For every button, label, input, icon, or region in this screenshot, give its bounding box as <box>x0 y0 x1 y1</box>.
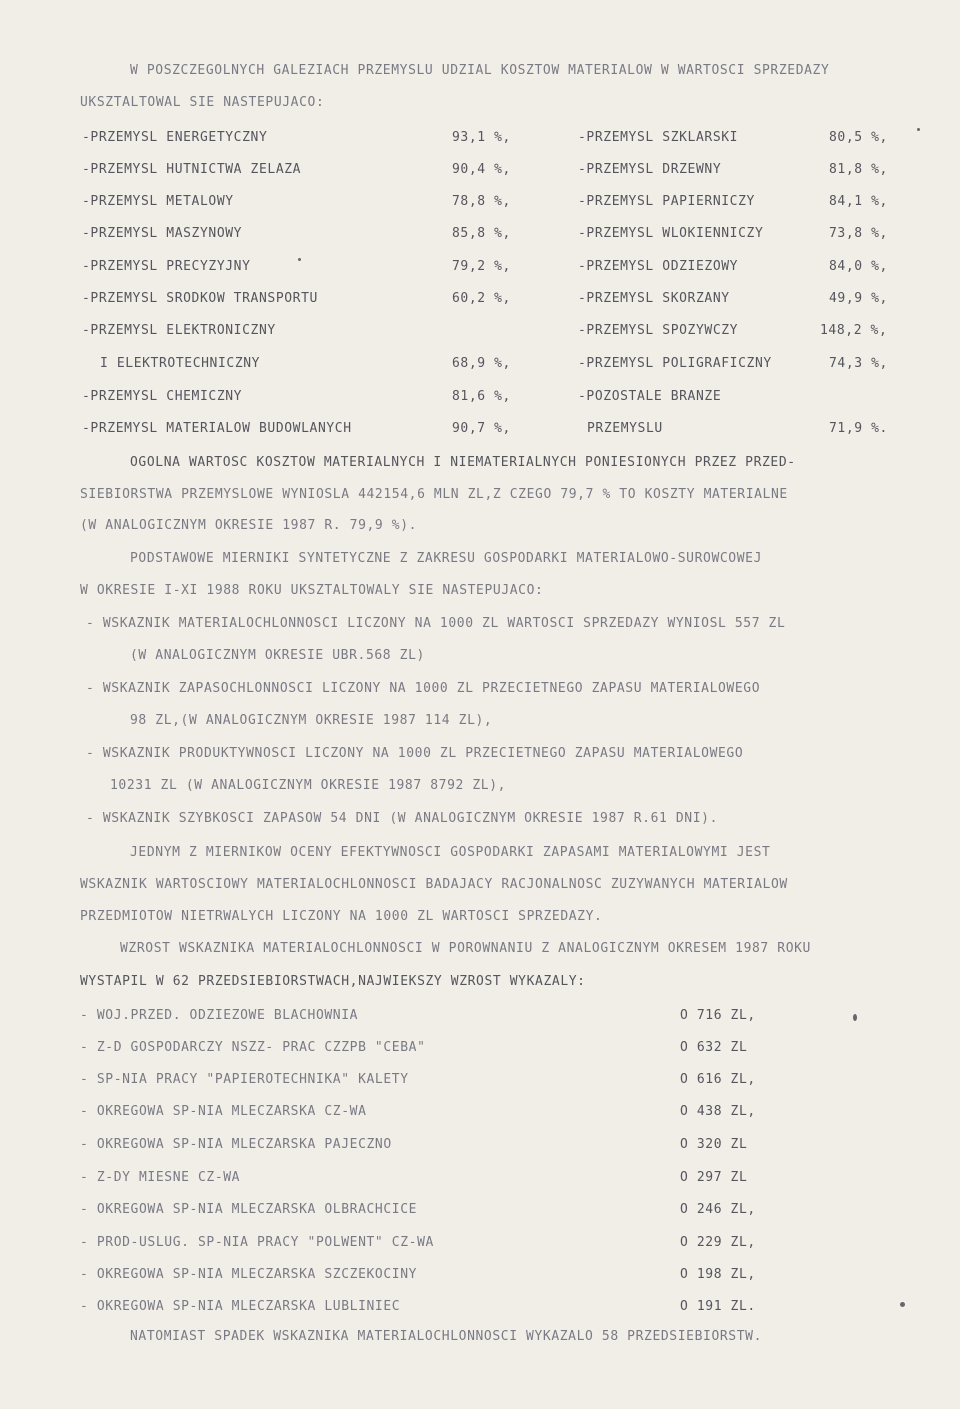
indicator-bullet: - WSKAZNIK MATERIALOCHLONNOSCI LICZONY NA 1000 ZL WARTOSCI SPRZEDAZY WYNIOSL 557 ZL <box>86 616 786 631</box>
industry-value: 78,8 %, <box>452 194 511 209</box>
industry-name: -PRZEMYSL ELEKTRONICZNY <box>82 323 276 338</box>
enterprise-name: - PROD-USLUG. SP-NIA PRACY "POLWENT" CZ-WA <box>80 1235 434 1250</box>
closing-line: NATOMIAST SPADEK WSKAZNIKA MATERIALOCHLONNOSCI WYKAZALO 58 PRZEDSIEBIORSTW. <box>130 1329 762 1344</box>
enterprise-value: O 716 ZL, <box>680 1008 756 1023</box>
enterprise-name: - Z-DY MIESNE CZ-WA <box>80 1170 241 1185</box>
industry-value: 60,2 %, <box>452 291 511 306</box>
enterprise-value: O 320 ZL <box>680 1137 748 1152</box>
industry-name: -PRZEMYSL WLOKIENNICZY <box>578 226 764 241</box>
intro-line-2: UKSZTALTOWAL SIE NASTEPUJACO: <box>80 95 325 110</box>
industry-name: -POZOSTALE BRANZE <box>578 389 722 404</box>
enterprise-name: - OKREGOWA SP-NIA MLECZARSKA CZ-WA <box>80 1104 367 1119</box>
industry-value: 81,6 %, <box>452 389 511 404</box>
industry-value: 79,2 %, <box>452 259 511 274</box>
enterprise-name: - OKREGOWA SP-NIA MLECZARSKA LUBLINIEC <box>80 1299 401 1314</box>
industry-name: -PRZEMYSL SZKLARSKI <box>578 130 739 145</box>
scan-speck <box>298 258 301 261</box>
indicator-bullet-continuation: (W ANALOGICZNYM OKRESIE UBR.568 ZL) <box>130 648 425 663</box>
industry-value: 90,4 %, <box>452 162 511 177</box>
indicator-bullet: - WSKAZNIK PRODUKTYWNOSCI LICZONY NA 1000 ZL PRZECIETNEGO ZAPASU MATERIALOWEGO <box>86 746 744 761</box>
industry-name: -PRZEMYSL DRZEWNY <box>578 162 722 177</box>
enterprise-value: O 616 ZL, <box>680 1072 756 1087</box>
industry-value: 81,8 %, <box>829 162 888 177</box>
indicator-bullet-continuation: 10231 ZL (W ANALOGICZNYM OKRESIE 1987 8792 ZL), <box>110 778 507 793</box>
indicator-bullet: - WSKAZNIK SZYBKOSCI ZAPASOW 54 DNI (W ANALOGICZNYM OKRESIE 1987 R.61 DNI). <box>86 811 718 826</box>
industry-value: 84,1 %, <box>829 194 888 209</box>
scan-speck <box>917 128 920 131</box>
enterprise-name: - OKREGOWA SP-NIA MLECZARSKA SZCZEKOCINY <box>80 1267 418 1282</box>
industry-value: 90,7 %, <box>452 421 511 436</box>
industry-name: -PRZEMYSL PRECYZYJNY <box>82 259 251 274</box>
measure-paragraph-line: PRZEDMIOTOW NIETRWALYCH LICZONY NA 1000 ZL WARTOSCI SPRZEDAZY. <box>80 909 603 924</box>
scan-speck <box>853 1014 857 1021</box>
industry-value: 93,1 %, <box>452 130 511 145</box>
costs-paragraph-line: SIEBIORSTWA PRZEMYSLOWE WYNIOSLA 442154,6 MLN ZL,Z CZEGO 79,7 % TO KOSZTY MATERIALNE <box>80 487 788 502</box>
enterprise-name: - Z-D GOSPODARCZY NSZZ- PRAC CZZPB "CEBA" <box>80 1040 426 1055</box>
measure-paragraph-line: JEDNYM Z MIERNIKOW OCENY EFEKTYWNOSCI GOSPODARKI ZAPASAMI MATERIALOWYMI JEST <box>130 845 771 860</box>
industry-name: I ELEKTROTECHNICZNY <box>100 356 261 371</box>
industry-value: 73,8 %, <box>829 226 888 241</box>
enterprise-value: O 297 ZL <box>680 1170 748 1185</box>
indicators-paragraph-line: W OKRESIE I-XI 1988 ROKU UKSZTALTOWALY SIE NASTEPUJACO: <box>80 583 544 598</box>
intro-line-1: W POSZCZEGOLNYCH GALEZIACH PRZEMYSLU UDZIAL KOSZTOW MATERIALOW W WARTOSCI SPRZEDAZY <box>130 63 830 78</box>
industry-name: -PRZEMYSL CHEMICZNY <box>82 389 243 404</box>
industry-value: 71,9 %. <box>829 421 888 436</box>
enterprise-value: O 198 ZL, <box>680 1267 756 1282</box>
industry-value: 80,5 %, <box>829 130 888 145</box>
industry-name: -PRZEMYSL SPOZYWCZY <box>578 323 739 338</box>
enterprise-value: O 191 ZL. <box>680 1299 756 1314</box>
industry-name: -PRZEMYSL SRODKOW TRANSPORTU <box>82 291 318 306</box>
industry-name: -PRZEMYSL MASZYNOWY <box>82 226 243 241</box>
costs-paragraph-line: (W ANALOGICZNYM OKRESIE 1987 R. 79,9 %). <box>80 518 418 533</box>
enterprise-name: - OKREGOWA SP-NIA MLECZARSKA PAJECZNO <box>80 1137 392 1152</box>
industry-name: PRZEMYSLU <box>587 421 663 436</box>
growth-paragraph-line: WZROST WSKAZNIKA MATERIALOCHLONNOSCI W POROWNANIU Z ANALOGICZNYM OKRESEM 1987 ROKU <box>120 941 811 956</box>
enterprise-name: - WOJ.PRZED. ODZIEZOWE BLACHOWNIA <box>80 1008 359 1023</box>
growth-paragraph-line: WYSTAPIL W 62 PRZEDSIEBIORSTWACH,NAJWIEKSZY WZROST WYKAZALY: <box>80 974 586 989</box>
costs-paragraph-line: OGOLNA WARTOSC KOSZTOW MATERIALNYCH I NIEMATERIALNYCH PONIESIONYCH PRZEZ PRZED- <box>130 455 796 470</box>
industry-value: 68,9 %, <box>452 356 511 371</box>
indicators-paragraph-line: PODSTAWOWE MIERNIKI SYNTETYCZNE Z ZAKRESU GOSPODARKI MATERIALOWO-SUROWCOWEJ <box>130 551 762 566</box>
enterprise-value: O 438 ZL, <box>680 1104 756 1119</box>
enterprise-name: - OKREGOWA SP-NIA MLECZARSKA OLBRACHCICE <box>80 1202 418 1217</box>
scan-speck <box>900 1302 905 1307</box>
enterprise-value: O 246 ZL, <box>680 1202 756 1217</box>
enterprise-value: O 229 ZL, <box>680 1235 756 1250</box>
industry-value: 49,9 %, <box>829 291 888 306</box>
industry-name: -PRZEMYSL POLIGRAFICZNY <box>578 356 772 371</box>
industry-name: -PRZEMYSL METALOWY <box>82 194 234 209</box>
enterprise-name: - SP-NIA PRACY "PAPIEROTECHNIKA" KALETY <box>80 1072 409 1087</box>
industry-name: -PRZEMYSL MATERIALOW BUDOWLANYCH <box>82 421 352 436</box>
industry-name: -PRZEMYSL PAPIERNICZY <box>578 194 755 209</box>
industry-name: -PRZEMYSL SKORZANY <box>578 291 730 306</box>
industry-name: -PRZEMYSL ENERGETYCZNY <box>82 130 268 145</box>
industry-value: 84,0 %, <box>829 259 888 274</box>
industry-value: 74,3 %, <box>829 356 888 371</box>
industry-value: 148,2 %, <box>820 323 888 338</box>
industry-value: 85,8 %, <box>452 226 511 241</box>
industry-name: -PRZEMYSL HUTNICTWA ZELAZA <box>82 162 302 177</box>
measure-paragraph-line: WSKAZNIK WARTOSCIOWY MATERIALOCHLONNOSCI BADAJACY RACJONALNOSC ZUZYWANYCH MATERIALOW <box>80 877 788 892</box>
indicator-bullet-continuation: 98 ZL,(W ANALOGICZNYM OKRESIE 1987 114 ZL), <box>130 713 493 728</box>
indicator-bullet: - WSKAZNIK ZAPASOCHLONNOSCI LICZONY NA 1000 ZL PRZECIETNEGO ZAPASU MATERIALOWEGO <box>86 681 761 696</box>
enterprise-value: O 632 ZL <box>680 1040 748 1055</box>
industry-name: -PRZEMYSL ODZIEZOWY <box>578 259 739 274</box>
